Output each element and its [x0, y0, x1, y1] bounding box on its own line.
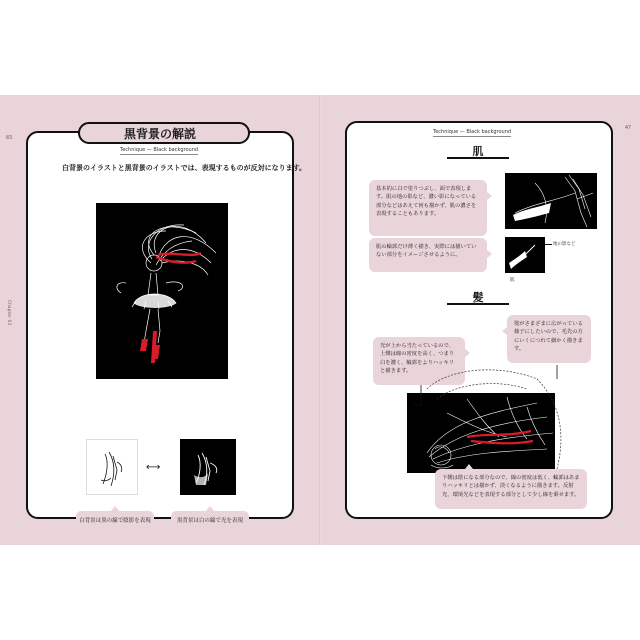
left-content-panel	[26, 126, 307, 524]
hair-callout-bottom: 下側は陰になる部分なので、線の密度は低く、輪郭はあまりハッキリとは描かず、淡くなるように描きます。反射光、環境光などを表現する部分として少し線を乗せます。	[435, 469, 587, 509]
caption-black-bg: 黒背景は白の線で光を表現	[171, 511, 249, 529]
page-number-right: 47	[625, 125, 632, 131]
hair-callout-top: 髪がさまざまに広がっている様子にしたいので、毛先の方にいくにつれて細かく描きます。	[507, 315, 591, 363]
lead-text: 白背景のイラストと黒背景のイラストでは、表現するものが反対になります。	[62, 164, 307, 172]
book-gutter	[319, 95, 321, 545]
running-head: Chapter 03	[7, 300, 12, 326]
page-number-left: 83	[6, 135, 13, 141]
skin-detail-art	[505, 173, 597, 229]
page-subtitle-right: Technique — Black background	[433, 129, 512, 135]
annotation-leader-1	[543, 244, 552, 245]
white-bg-thumbnail	[86, 439, 138, 495]
sketch-black-lines	[87, 440, 138, 495]
page-subtitle: Technique — Black background	[120, 147, 199, 153]
dancer-illustration	[96, 203, 228, 379]
skin-outline-illustration	[505, 237, 545, 273]
black-bg-thumbnail	[180, 439, 236, 495]
skin-callout-1: 基本的に白で塗りつぶし、面で表現します。肌の地の影など、濃い影になっている部分などはあえて何も描かず、肌の濃さを表現することもあります。	[369, 180, 487, 236]
skin-illustration	[505, 173, 597, 229]
caption-white-bg: 白背景は黒の線で陰影を表現	[76, 511, 154, 529]
skin-annotation-2: 肌	[510, 278, 515, 283]
arm-outline-art	[505, 237, 545, 273]
skin-callout-2: 肌の輪郭だけ薄く描き、実際には描いていない部分をイメージさせるように。	[369, 238, 487, 272]
hair-callout-left: 光が上から当たっているので、上側は線の密度を高く、つまり白を濃く、輪郭をよりハッキリと描きます。	[373, 337, 465, 385]
skin-annotation-1: 地の影など	[553, 242, 576, 247]
sketch-white-lines	[180, 439, 236, 495]
book-spread	[0, 95, 640, 545]
comparison-arrow: ⟷	[146, 462, 161, 473]
hair-heading: 髪	[472, 291, 484, 304]
right-content-panel	[345, 121, 613, 519]
page-title: 黒背景の解説	[78, 122, 250, 144]
skin-heading: 肌	[472, 145, 484, 158]
main-illustration	[96, 203, 228, 379]
